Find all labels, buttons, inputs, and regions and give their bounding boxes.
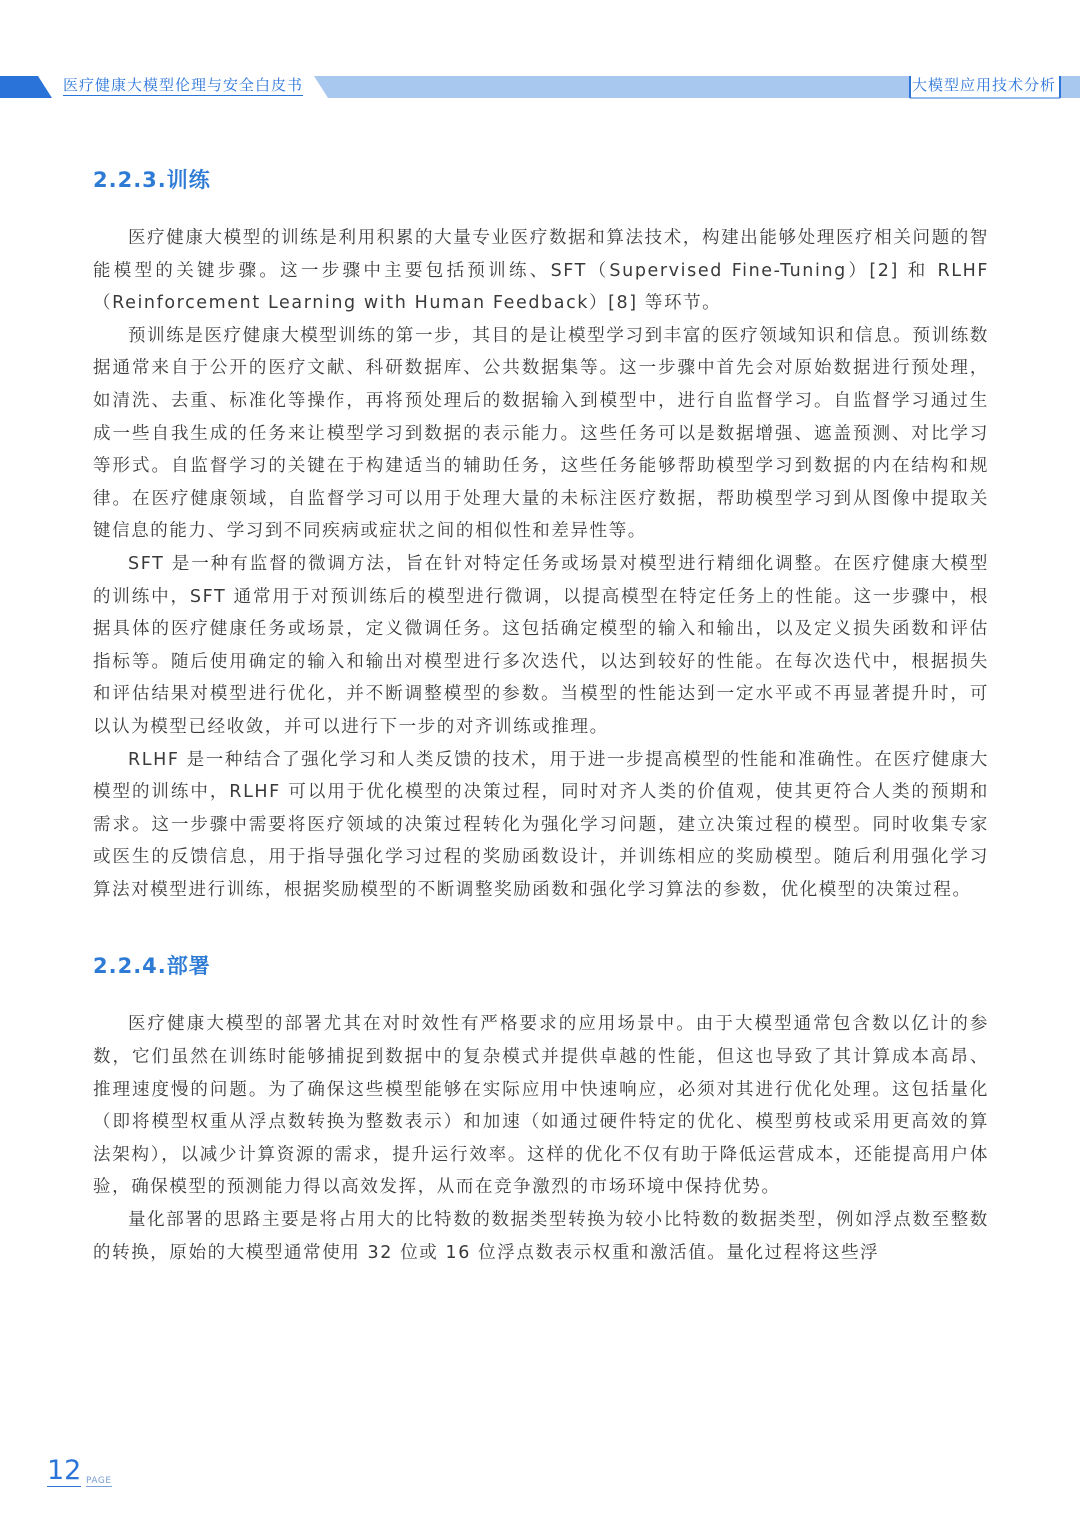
paragraph: 预训练是医疗健康大模型训练的第一步，其目的是让模型学习到丰富的医疗领域知识和信息。预训练数据通常来自于公开的医疗文献、科研数据库、公共数据集等。这一步骤中首先会对原始数据进行预处理，如清洗、去重、标准化等操作，再将预处理后的数据输入到模型中，进行自监督学习。自监督学习通过生成一些自我生成的任务来让模型学习到数据的表示能力。这些任务可以是数据增强、遮盖预测、对比学习等形式。自监督学习的关键在于构建适当的辅助任务，这些任务能够帮助模型学习到数据的内在结构和规律。在医疗健康领域，自监督学习可以用于处理大量的未标注医疗数据，帮助模型学习到从图像中提取关键信息的能力、学习到不同疾病或症状之间的相似性和差异性等。 bbox=[93, 325, 989, 542]
page-content bbox=[93, 160, 989, 1269]
paragraph: RLHF 是一种结合了强化学习和人类反馈的技术，用于进一步提高模型的性能和准确性。在医疗健康大模型的训练中，RLHF 可以用于优化模型的决策过程，同时对齐人类的价值观，使其更符合人类的预期和需求。这一步骤中需要将医疗领域的决策过程转化为强化学习问题，建立决策过程的模型。同时收集专家或医生的反馈信息，用于指导强化学习过程的奖励函数设计，并训练相应的奖励模型。随后利用强化学习算法对模型进行训练，根据奖励模型的不断调整奖励函数和强化学习算法的参数，优化模型的决策过程。 bbox=[93, 749, 989, 900]
page-header bbox=[0, 72, 1080, 102]
chapter-title: 大模型应用技术分析 bbox=[911, 76, 1056, 94]
section-title-deployment: 2.2.4.部署 bbox=[93, 954, 211, 979]
paragraph: 医疗健康大模型的训练是利用积累的大量专业医疗数据和算法技术，构建出能够处理医疗相关问题的智能模型的关键步骤。这一步骤中主要包括预训练、SFT（Supervised Fine-Tuning）[2] 和 RLHF（Reinforcement Learning with Human Feedback）[8] 等环节。 bbox=[93, 228, 989, 314]
paragraph: SFT 是一种有监督的微调方法，旨在针对特定任务或场景对模型进行精细化调整。在医疗健康大模型的训练中，SFT 通常用于对预训练后的模型进行微调，以提高模型在特定任务上的性能。这一步骤中，根据具体的医疗健康任务或场景，定义微调任务。这包括确定模型的输入和输出，以及定义损失函数和评估指标等。随后使用确定的输入和输出对模型进行多次迭代，以达到较好的性能。在每次迭代中，根据损失和评估结果对模型进行优化，并不断调整模型的参数。当模型的性能达到一定水平或不再显著提升时，可以认为模型已经收敛，并可以进行下一步的对齐训练或推理。 bbox=[93, 553, 989, 737]
page-number: 12 bbox=[47, 1455, 82, 1486]
paragraph: 医疗健康大模型的部署尤其在对时效性有严格要求的应用场景中。由于大模型通常包含数以亿计的参数，它们虽然在训练时能够捕捉到数据中的复杂模式并提供卓越的性能，但这也导致了其计算成本高昂、推理速度慢的问题。为了确保这些模型能够在实际应用中快速响应，必须对其进行优化处理。这包括量化（即将模型权重从浮点数转换为整数表示）和加速（如通过硬件特定的优化、模型剪枝或采用更高效的算法架构），以减少计算资源的需求，提升运行效率。这样的优化不仅有助于降低运营成本，还能提高用户体验，确保模型的预测能力得以高效发挥，从而在竞争激烈的市场环境中保持优势。 bbox=[93, 1014, 989, 1198]
page-label: PAGE bbox=[86, 1476, 112, 1486]
document-title: 医疗健康大模型伦理与安全白皮书 bbox=[63, 76, 304, 94]
section-title-training: 2.2.3.训练 bbox=[93, 168, 211, 192]
paragraph: 量化部署的思路主要是将占用大的比特数的数据类型转换为较小比特数的数据类型，例如浮点数至整数的转换，原始的大模型通常使用 32 位或 16 位浮点数表示权重和激活值。量化过程将这些浮 bbox=[93, 1210, 989, 1263]
